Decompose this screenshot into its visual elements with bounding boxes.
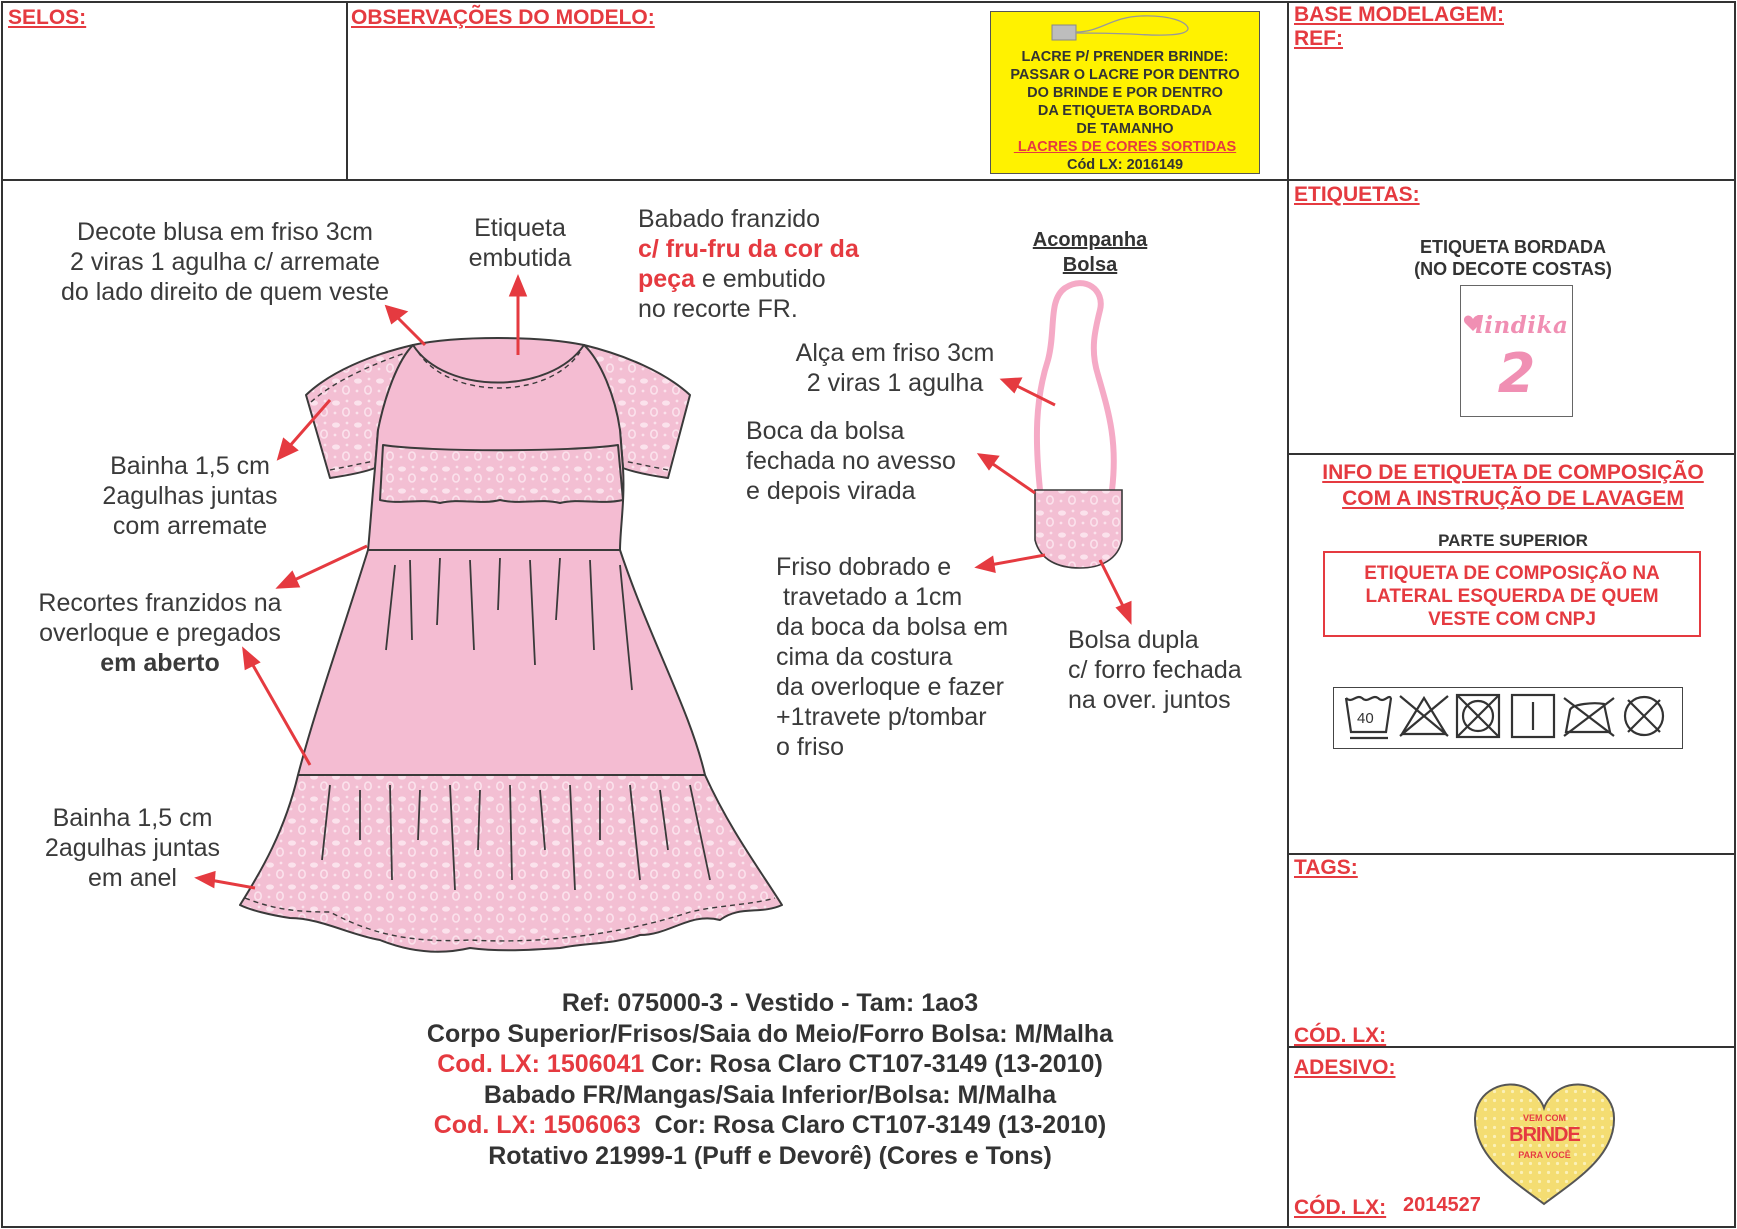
frame-bottom [1, 1226, 1735, 1228]
spec-line: Cor: Rosa Claro CT107-3149 (13-2010) [644, 1050, 1103, 1078]
etiqueta-size: 2 [1497, 342, 1536, 405]
frame-left [1, 1, 3, 1228]
info-line: COM A INSTRUÇÃO DE LAVAGEM [1342, 487, 1684, 510]
etiqueta-title-line: (NO DECOTE COSTAS) [1414, 259, 1612, 279]
adesivo-cod-lx-value: 2014527 [1403, 1194, 1481, 1216]
note-line: travetado a 1cm [776, 583, 963, 611]
divider-info-bottom [1287, 853, 1736, 855]
note-line: na over. juntos [1068, 686, 1231, 714]
note-line: Friso dobrado e [776, 553, 952, 581]
note-line: com arremate [112, 512, 268, 540]
spec-code: Cod. LX: 1506063 [433, 1111, 641, 1139]
spec-line: Babado FR/Mangas/Saia Inferior/Bolsa: M/Malha [483, 1080, 1057, 1109]
note-bainha-manga [60, 451, 320, 541]
lacre-line: DA ETIQUETA BORDADA [1037, 103, 1213, 119]
lacre-sortidas: LACRES DE CORES SORTIDAS [1013, 139, 1237, 155]
note-line: overloque e pregados [39, 619, 281, 647]
note-recortes [10, 588, 310, 678]
svg-text:40: 40 [1357, 710, 1374, 727]
note-line: Babado franzido [638, 205, 821, 233]
etiquetas-header: ETIQUETAS: [1294, 183, 1420, 206]
note-line: em aberto [100, 649, 220, 677]
note-acompanha-bolsa [1010, 228, 1170, 278]
note-line: da boca da bolsa em [776, 613, 1009, 641]
info-line: INFO DE ETIQUETA DE COMPOSIÇÃO [1322, 461, 1704, 484]
note-decote [30, 217, 420, 307]
note-line: Bainha 1,5 cm [52, 804, 213, 832]
note-line: do lado direito de quem veste [61, 278, 389, 306]
divider-etiquetas-bottom [1287, 453, 1736, 455]
note-line: no recorte FR. [638, 295, 798, 323]
adesivo-cod-lx: CÓD. LX: [1294, 1196, 1387, 1219]
divider-selos [346, 1, 348, 180]
lacre-tag-icon [991, 12, 1261, 52]
note-friso [776, 552, 1046, 762]
note-line: Bainha 1,5 cm [110, 452, 270, 480]
lower-skirt [240, 775, 782, 952]
right-sleeve [584, 345, 690, 478]
no-bleach-icon [1400, 696, 1448, 736]
note-bainha-saia [20, 803, 245, 893]
specs-block [250, 988, 1290, 1171]
observacoes-header: OBSERVAÇÕES DO MODELO: [351, 6, 655, 29]
note-alca [780, 338, 1010, 398]
note-line: embutida [468, 244, 572, 272]
neckline [413, 338, 584, 383]
composicao-line: VESTE COM CNPJ [1428, 609, 1596, 630]
note-line: Boca da bolsa [746, 417, 905, 445]
note-line: Etiqueta [474, 214, 566, 242]
note-line: Acompanha [1032, 229, 1148, 251]
lacre-line: DO BRINDE E POR DENTRO [1027, 85, 1223, 101]
spec-line: Ref: 075000-3 - Vestido - Tam: 1ao3 [561, 989, 979, 1017]
lacre-label [990, 11, 1260, 174]
frame-right [1734, 1, 1736, 1228]
wash-symbols [1333, 687, 1683, 749]
base-modelagem-header: BASE MODELAGEM: [1294, 3, 1504, 26]
note-line: 2agulhas juntas [102, 482, 278, 510]
mid-skirt [298, 550, 705, 775]
spec-line: Cor: Rosa Claro CT107-3149 (13-2010) [640, 1111, 1107, 1139]
note-line: Bolsa dupla [1068, 626, 1199, 654]
note-line: 2 viras 1 agulha [806, 369, 984, 397]
composicao-box [1323, 551, 1701, 637]
note-bolsa-dupla [1068, 625, 1278, 715]
sticker-l3: PARA VOCÊ [1518, 1150, 1571, 1160]
note-line: 2agulhas juntas [44, 834, 221, 862]
selos-header: SELOS: [8, 6, 87, 29]
etiqueta-title-line: ETIQUETA BORDADA [1420, 237, 1606, 257]
lacre-line: DE TAMANHO [1076, 121, 1174, 137]
lacre-line: LACRE P/ PRENDER BRINDE: [1021, 49, 1229, 65]
ruffle [380, 445, 623, 503]
etiqueta-brand: lindika [1475, 312, 1569, 339]
note-line: e embutido [694, 265, 826, 293]
note-line: Recortes franzidos na [38, 589, 282, 617]
etiqueta-bordada-label [1460, 285, 1573, 417]
note-line: 2 viras 1 agulha c/ arremate [70, 248, 380, 276]
composicao-line: ETIQUETA DE COMPOSIÇÃO NA [1364, 563, 1660, 584]
composicao-line: LATERAL ESQUERDA DE QUEM [1365, 586, 1659, 607]
info-composicao-header [1290, 460, 1736, 512]
sticker-l1: VEM COM [1522, 1113, 1566, 1123]
spec-code: Cod. LX: 1506041 [437, 1050, 645, 1078]
note-line-red: peça [638, 265, 695, 293]
bodice [368, 345, 623, 550]
note-babado [638, 204, 938, 324]
note-line: o friso [776, 733, 845, 761]
left-sleeve [306, 345, 413, 478]
bag-body [1035, 490, 1122, 568]
no-dry-clean-icon [1625, 697, 1663, 735]
no-tumble-dry-icon [1457, 695, 1499, 737]
tags-header: TAGS: [1294, 856, 1358, 879]
note-line: Alça em friso 3cm [795, 339, 995, 367]
note-line-red: c/ fru-fru da cor da [638, 235, 859, 263]
tags-cod-lx: CÓD. LX: [1294, 1024, 1387, 1047]
lacre-codigo: Cód LX: 2016149 [1066, 157, 1184, 173]
note-boca [746, 416, 986, 506]
note-line: Bolsa [1062, 254, 1118, 276]
etiqueta-bordada-title [1290, 236, 1736, 280]
note-line: Decote blusa em friso 3cm [77, 218, 373, 246]
line-dry-icon [1512, 695, 1554, 737]
brinde-sticker [1472, 1078, 1617, 1208]
note-line: c/ forro fechada [1068, 656, 1242, 684]
note-line: cima da costura [776, 643, 953, 671]
note-line: +1travete p/tombar [776, 703, 987, 731]
note-line: e depois virada [746, 477, 916, 505]
adesivo-header: ADESIVO: [1294, 1056, 1396, 1079]
lacre-line: PASSAR O LACRE POR DENTRO [1010, 67, 1240, 83]
spec-line: Rotativo 21999-1 (Puff e Devorê) (Cores e Tons) [488, 1141, 1052, 1170]
ref-header: REF: [1294, 27, 1343, 50]
sticker-l2: BRINDE [1509, 1124, 1580, 1146]
note-line: fechada no avesso [746, 447, 956, 475]
divider-header-bottom [1, 179, 1735, 181]
wash-40-icon [1346, 697, 1391, 738]
bag-strap [1037, 283, 1114, 490]
spec-line: Corpo Superior/Frisos/Saia do Meio/Forro Bolsa: M/Malha [426, 1019, 1114, 1048]
no-iron-icon [1564, 698, 1614, 736]
note-line: da overloque e fazer [776, 673, 1004, 701]
note-line: em anel [88, 864, 177, 892]
note-etiqueta-embutida [440, 213, 600, 273]
parte-superior: PARTE SUPERIOR [1438, 531, 1588, 550]
